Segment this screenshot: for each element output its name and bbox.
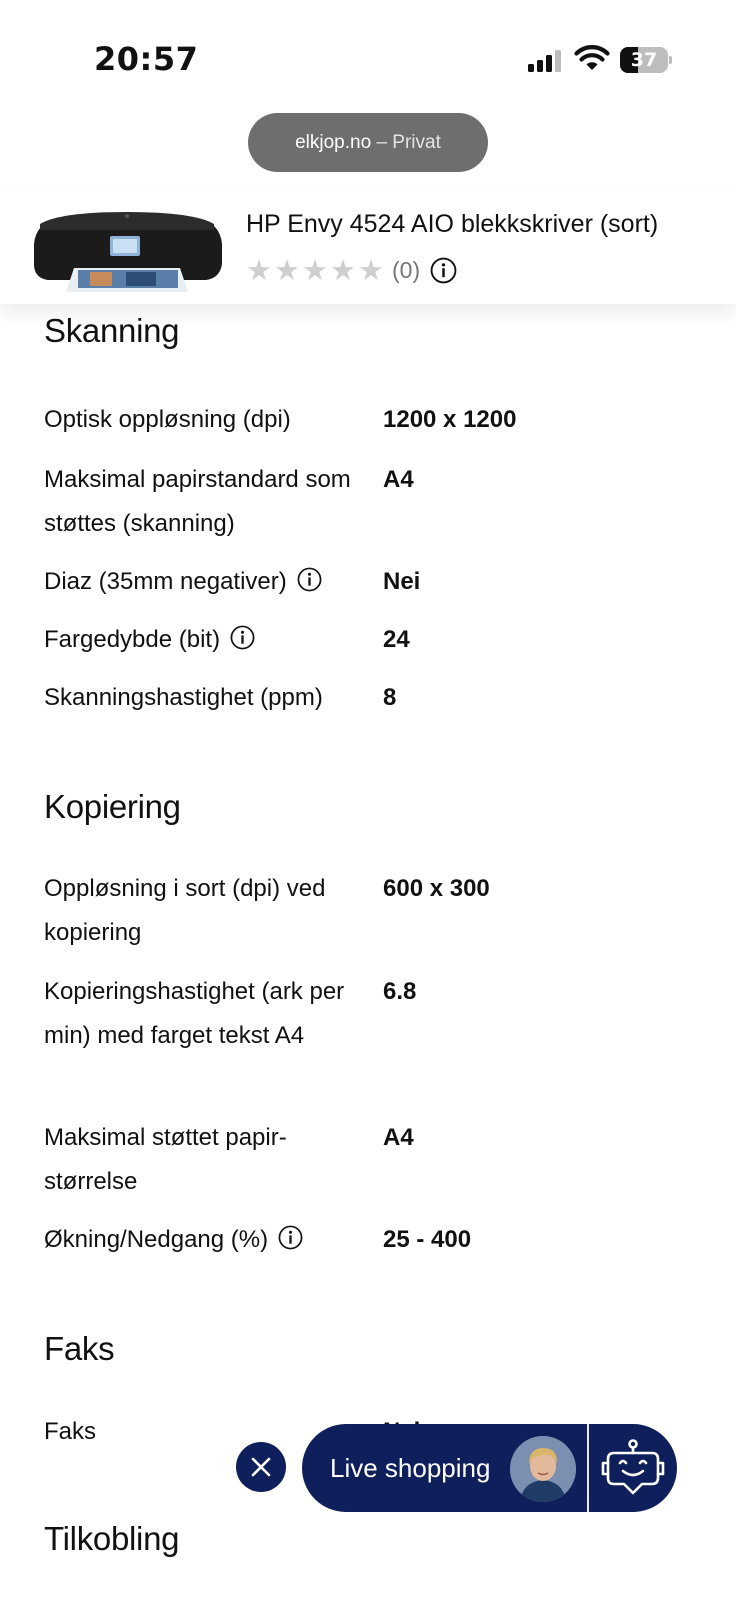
spec-label: Oppløsning i sort (dpi) ved kopiering <box>44 875 326 946</box>
status-bar <box>0 0 736 110</box>
spec-value: 8 <box>383 684 397 711</box>
product-title[interactable]: HP Envy 4524 AIO blekkskriver (sort) <box>246 210 659 238</box>
spec-label <box>44 560 364 604</box>
spec-label: Faks <box>44 1418 97 1445</box>
section-title-copying: Kopiering <box>44 788 181 825</box>
status-time: 20:57 <box>94 40 199 78</box>
spec-label: Maksimal støttet papir-størrelse <box>44 1124 287 1195</box>
star-icon: ★ <box>330 253 356 287</box>
live-shopping-label: Live shopping <box>330 1453 491 1483</box>
rating-row[interactable] <box>246 254 457 286</box>
spec-label-text: Diaz (35mm negativer) <box>44 568 287 595</box>
battery-percent: 37 <box>630 49 658 71</box>
product-image[interactable] <box>30 204 224 292</box>
spec-label: Skanningshastighet (ppm) <box>44 684 323 711</box>
star-icon: ★ <box>246 253 272 287</box>
signal-icon <box>528 50 562 72</box>
chatbot-icon[interactable] <box>600 1436 666 1502</box>
star-icon: ★ <box>358 253 384 287</box>
info-icon[interactable] <box>278 1225 303 1250</box>
spec-value: A4 <box>383 1124 414 1151</box>
pill-divider <box>587 1424 589 1512</box>
spec-value: 24 <box>383 626 410 653</box>
url-domain: elkjop.no <box>295 132 372 153</box>
spec-label <box>44 618 364 662</box>
host-avatar <box>510 1436 576 1502</box>
section-title-scanning: Skanning <box>44 312 180 349</box>
section-title-connectivity: Tilkobling <box>44 1520 180 1557</box>
battery-icon <box>620 47 672 73</box>
info-icon[interactable] <box>430 257 457 284</box>
url-pill[interactable] <box>248 113 488 172</box>
close-live-shopping-button[interactable] <box>236 1442 286 1492</box>
spec-value: 1200 x 1200 <box>383 406 517 433</box>
spec-label-text: Økning/Nedgang (%) <box>44 1226 269 1253</box>
section-title-fax: Faks <box>44 1330 115 1367</box>
spec-label: Maksimal papirstandard som støttes (skanning) <box>44 466 351 537</box>
spec-value: 6.8 <box>383 978 417 1005</box>
star-icon: ★ <box>274 253 300 287</box>
close-icon <box>250 1456 272 1478</box>
spec-value: 600 x 300 <box>383 875 490 902</box>
rating-stars <box>246 255 384 285</box>
spec-value: 25 - 400 <box>383 1226 472 1253</box>
spec-label-text: Fargedybde (bit) <box>44 626 221 653</box>
sticky-product-header <box>0 190 736 304</box>
private-mode-label: – Privat <box>371 132 441 153</box>
spec-value: A4 <box>383 466 414 493</box>
live-shopping-button[interactable] <box>302 1424 677 1512</box>
spec-label: Optisk oppløsning (dpi) <box>44 406 291 433</box>
info-icon[interactable] <box>230 625 255 650</box>
spec-value: Nei <box>383 568 421 595</box>
review-count: (0) <box>392 256 421 283</box>
spec-label: Kopieringshastighet (ark per min) med farget tekst A4 <box>44 978 345 1049</box>
info-icon[interactable] <box>297 567 322 592</box>
spec-label <box>44 1218 364 1262</box>
star-icon: ★ <box>302 253 328 287</box>
wifi-icon <box>574 44 610 72</box>
